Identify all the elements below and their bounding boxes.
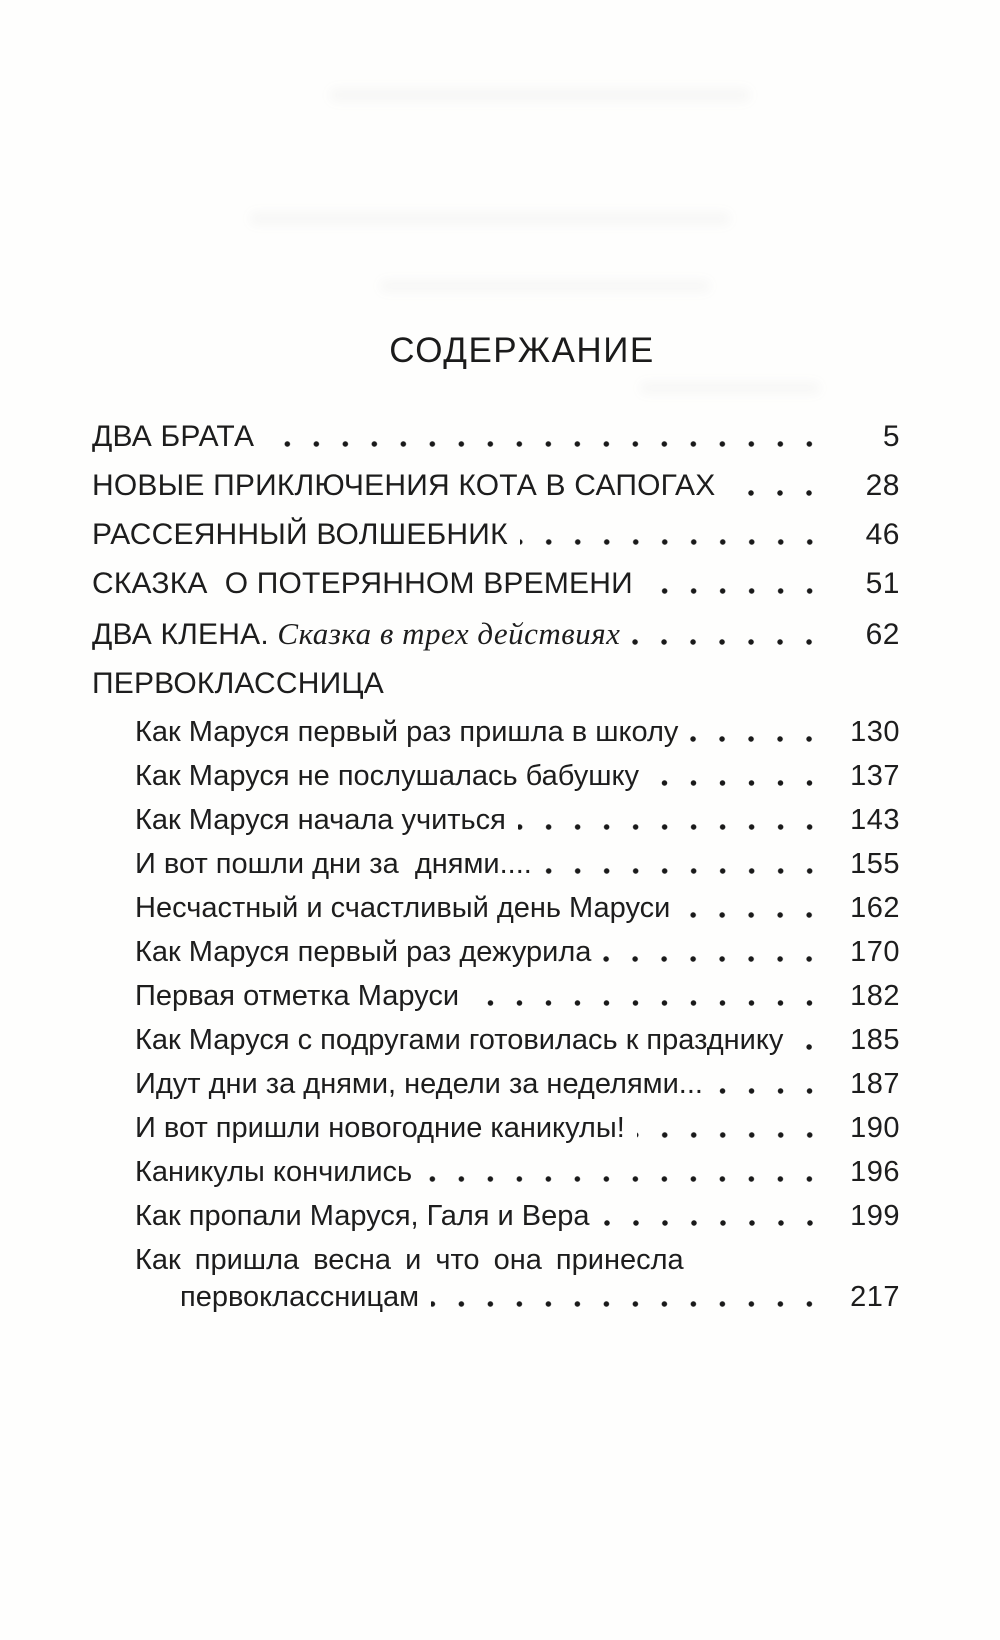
toc-entry-label: Как Маруся первый раз дежурила	[135, 936, 592, 968]
dot-leader	[795, 1026, 824, 1055]
toc-entry-page-number: 46	[865, 518, 900, 551]
toc-entry-label: Как Маруся первый раз пришла в школу	[135, 716, 679, 748]
scan-bleed-artifact	[330, 88, 750, 102]
toc-entry-page-number: 51	[865, 567, 900, 600]
dot-leader	[431, 1283, 824, 1312]
dot-leader	[637, 1114, 824, 1143]
dot-leader	[690, 718, 824, 747]
toc-entry-label: Идут дни за днями, недели за неделями...	[135, 1068, 703, 1100]
toc-entry-label: ДВА КЛЕНА. Сказка в трех действиях	[92, 616, 621, 651]
toc-entry-page-number: 217	[850, 1281, 900, 1313]
toc-entry	[135, 1114, 900, 1143]
dot-leader	[651, 762, 824, 791]
toc-entry	[92, 422, 900, 452]
toc-entry-page-number: 170	[850, 936, 900, 968]
dot-leader	[727, 471, 824, 501]
toc-entry-label: Как Маруся начала учиться	[135, 804, 506, 836]
page-title: СОДЕРЖАНИЕ	[389, 331, 655, 370]
toc-entry-label: Первая отметка Маруси	[135, 980, 460, 1012]
scan-bleed-artifact	[380, 280, 710, 292]
toc-entry	[135, 806, 900, 835]
toc-entry	[92, 618, 900, 650]
dot-leader	[715, 1070, 824, 1099]
dot-leader	[682, 894, 824, 923]
dot-leader	[544, 850, 824, 879]
toc-entry-label: Как Маруся с подругами готовилась к празднику	[135, 1024, 784, 1056]
toc-entry-page-number: 137	[850, 760, 900, 792]
toc-entry	[92, 669, 900, 699]
toc-entry	[180, 1283, 900, 1312]
toc-entry-page-number: 199	[850, 1200, 900, 1232]
dot-leader	[520, 520, 824, 550]
toc-entry-label: Каникулы кончились	[135, 1156, 413, 1188]
dot-leader	[424, 1158, 824, 1187]
toc-entry	[135, 1070, 900, 1099]
toc-entry	[135, 1202, 900, 1231]
toc-entry-label: Как пропали Маруся, Галя и Вера	[135, 1200, 590, 1232]
toc-entry-page-number: 185	[850, 1024, 900, 1056]
toc-entry	[92, 520, 900, 550]
dot-leader	[471, 982, 824, 1011]
toc-entry-page-number: 162	[850, 892, 900, 924]
toc-entry-label: Как Маруся не послушалась бабушку	[135, 760, 640, 792]
toc-entry-page-number: 5	[882, 420, 900, 453]
toc-entry-label: РАССЕЯННЫЙ ВОЛШЕБНИК	[92, 518, 508, 551]
toc-entry-label: НОВЫЕ ПРИКЛЮЧЕНИЯ КОТА В САПОГАХ	[92, 469, 716, 502]
toc-entry-label: И вот пришли новогодние каникулы!	[135, 1112, 625, 1144]
toc-entry-label: Как пришла весна и что она принесла	[135, 1244, 684, 1276]
toc-entry-page-number: 62	[865, 618, 900, 651]
toc-entry-page-number: 155	[850, 848, 900, 880]
dot-leader	[602, 1202, 824, 1231]
toc-entry	[92, 569, 900, 599]
table-of-contents	[92, 422, 900, 1312]
toc-entry-page-number: 130	[850, 716, 900, 748]
toc-entry-page-number: 143	[850, 804, 900, 836]
toc-entry	[135, 1158, 900, 1187]
toc-entry-label: ПЕРВОКЛАССНИЦА	[92, 667, 385, 700]
dot-leader	[603, 938, 824, 967]
toc-entry	[135, 850, 900, 879]
toc-entry	[92, 471, 900, 501]
toc-entry-label-continuation: первоклассницам	[180, 1281, 420, 1313]
toc-entry	[135, 938, 900, 967]
toc-entry	[135, 1026, 900, 1055]
toc-entry-page-number: 190	[850, 1112, 900, 1144]
toc-entry	[135, 718, 900, 747]
toc-entry-page-number: 182	[850, 980, 900, 1012]
toc-entry-subtitle-italic: Сказка в трех действиях	[277, 616, 621, 651]
toc-entry	[135, 982, 900, 1011]
scan-bleed-artifact	[640, 382, 820, 394]
toc-entry-label: Несчастный и счастливый день Маруси	[135, 892, 671, 924]
toc-entry-page-number: 28	[865, 469, 900, 502]
dot-leader	[266, 422, 824, 452]
toc-entry	[135, 894, 900, 923]
toc-entry-label: И вот пошли дни за днями....	[135, 848, 532, 880]
dot-leader	[645, 569, 824, 599]
dot-leader	[518, 806, 824, 835]
toc-entry-label: ДВА БРАТА	[92, 420, 255, 453]
toc-entry	[135, 762, 900, 791]
toc-entry-page-number: 187	[850, 1068, 900, 1100]
toc-entry-page-number: 196	[850, 1156, 900, 1188]
toc-entry-label: СКАЗКА О ПОТЕРЯННОМ ВРЕМЕНИ	[92, 567, 633, 600]
scan-bleed-artifact	[250, 212, 730, 225]
dot-leader	[632, 618, 824, 650]
toc-entry	[135, 1246, 900, 1275]
